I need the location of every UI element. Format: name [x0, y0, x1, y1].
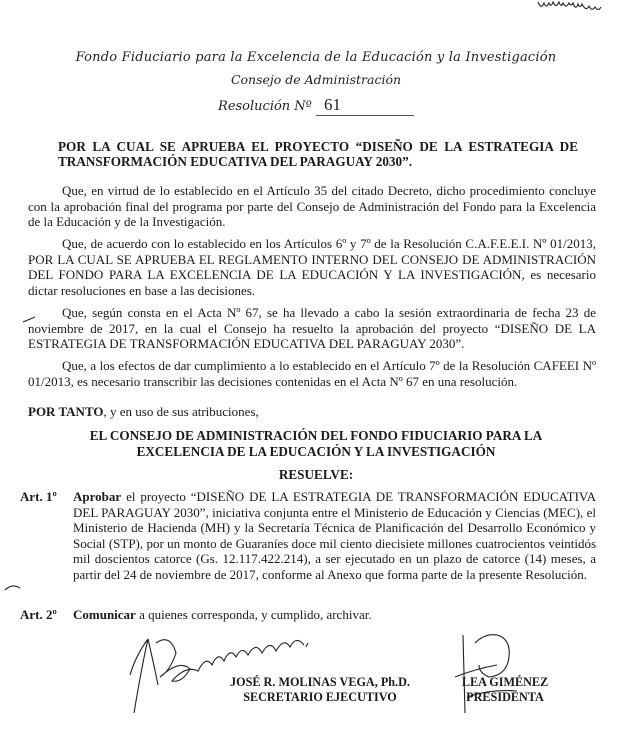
- fund-name-header: Fondo Fiduciario para la Excelencia de la Educación y la Investigación: [75, 50, 557, 65]
- signatory-1-role: SECRETARIO EJECUTIVO: [243, 690, 397, 704]
- article-1-body: [73, 489, 596, 583]
- article-2-verb: Comunicar: [73, 607, 136, 622]
- considerando-1: [28, 183, 596, 230]
- title-line-1: POR LA CUAL SE APRUEBA EL PROYECTO “DISEÑO DE LA ESTRATEGIA DE: [58, 139, 578, 154]
- resolution-line: [0, 95, 632, 116]
- article-1-label: Art. 1º: [20, 489, 57, 504]
- article-1-text: el proyecto “DISEÑO DE LA ESTRATEGIA DE TRANSFORMACIÓN EDUCATIVA DEL PARAGUAY 2030”, iniciativa conjunta entre el Ministerio de Educación y Ciencias (MEC), el Ministerio de Hacienda (MH) y la Secretaría Técnica de Planificación del Desarrollo Económico y Social (STP), por un monto de Guaraníes doce mil ciento diecisiete millones cuatrocientos veintidós mil doscientos catorce (Gs. 12.117.422.214), a ser ejecutado en un plazo de catorce (14) meses, a partir del 24 de noviembre de 2017, conforme al Anexo que forma parte de la presente Resolución.: [73, 489, 596, 582]
- considerando-text: Que, de acuerdo con lo establecido en los Artículos 6º y 7º de la Resolución C.A.F.E.E.I. Nº 01/2013, POR LA CUAL SE APRUEBA EL REGLAMENTO INTERNO DEL CONSEJO DE ADMINISTRACIÓN DEL FONDO PARA LA EXCELENCIA DE LA EDUCACIÓN Y LA INVESTIGACIÓN, es necesario dictar resoluciones en base a las decisiones.: [28, 236, 596, 298]
- council-heading-line-1: EL CONSEJO DE ADMINISTRACIÓN DEL FONDO FIDUCIARIO PARA LA: [89, 428, 543, 443]
- article-1-verb: Aprobar: [73, 489, 122, 504]
- article-2-label: Art. 2º: [20, 607, 57, 622]
- por-tanto: [28, 404, 596, 420]
- considerando-4: [28, 358, 596, 389]
- signatory-2-name: LEA GIMÉNEZ: [461, 675, 549, 689]
- document-title: [58, 139, 578, 169]
- signatory-1: [210, 675, 430, 705]
- resuelve-heading: RESUELVE:: [278, 467, 354, 482]
- council-heading-line-2: EXCELENCIA DE LA EDUCACIÓN Y LA INVESTIGACIÓN: [136, 443, 496, 459]
- margin-mark: [22, 315, 36, 323]
- resolution-label: Resolución Nº: [218, 99, 312, 114]
- considerando-text: Que, a los efectos de dar cumplimiento a lo establecido en el Artículo 7º de la Resolución CAFEEI Nº 01/2013, es necesario transcribir las decisiones contenidas en el Acta Nº 67 en una resolución.: [28, 358, 596, 389]
- signatory-1-name: JOSÉ R. MOLINAS VEGA, Ph.D.: [230, 675, 410, 689]
- signatory-2: [440, 675, 570, 705]
- considerando-2: [28, 236, 596, 298]
- council-heading: [0, 428, 632, 459]
- title-line-2: TRANSFORMACIÓN EDUCATIVA DEL PARAGUAY 2030”.: [58, 154, 413, 169]
- margin-arc: [4, 582, 22, 592]
- council-header: Consejo de Administración: [230, 72, 402, 87]
- signatory-2-role: PRESIDENTA: [466, 690, 544, 704]
- considerando-text: Que, según consta en el Acta Nº 67, se ha llevado a cabo la sesión extraordinaria de fecha 23 de noviembre de 2017, en la cual el Consejo ha resuelto la aprobación del proyecto “DISEÑO DE LA ESTRATEGIA DE TRANSFORMACIÓN EDUCATIVA DEL PARAGUAY 2030”.: [28, 305, 596, 352]
- handwritten-annotation: [535, 0, 630, 18]
- considerando-3: [28, 305, 596, 352]
- article-2-body: [73, 607, 596, 623]
- article-2-text: a quienes corresponda, y cumplido, archivar.: [135, 607, 372, 622]
- considerando-text: Que, en virtud de lo establecido en el Artículo 35 del citado Decreto, dicho procedimiento concluye con la aprobación final del programa por parte del Consejo de Administración del Fondo para la Excelencia de la Educación y de la Investigación.: [28, 183, 596, 230]
- por-tanto-bold: POR TANTO: [28, 404, 104, 419]
- resolution-number: 61: [316, 95, 414, 116]
- por-tanto-rest: , y en uso de sus atribuciones,: [103, 404, 259, 419]
